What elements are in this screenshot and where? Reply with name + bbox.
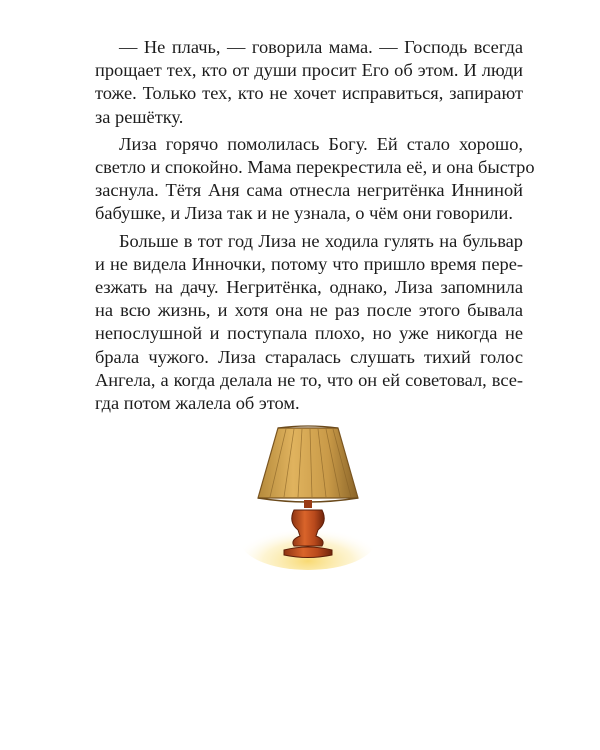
- paragraph-2: [95, 133, 535, 226]
- text-line: брала чужого. Лиза старалась слушать тихий голос: [95, 346, 523, 367]
- text-line: гда потом жалела об этом.: [95, 393, 300, 414]
- text-line: непослушной и поступала плохо, но уже никогда не: [95, 323, 523, 344]
- text-line: бабушке, и Лиза так и не узнала, о чём они говорили.: [95, 203, 513, 224]
- text-line: езжать на дачу. Негритёнка, однако, Лиза запомнила: [95, 277, 523, 298]
- text-line: светло и спокойно. Мама перекрестила её, и она быстро: [95, 157, 535, 178]
- text-line: на всю жизнь, и хотя она не раз после этого бывала: [95, 300, 523, 321]
- text-line: Ангела, а когда делала не то, что он ей советовал, все-: [95, 369, 523, 390]
- text-line: заснула. Тётя Аня сама отнесла негритёнка Инниной: [95, 180, 523, 201]
- text-line: Лиза горячо помолилась Богу. Ей стало хорошо,: [119, 133, 523, 154]
- text-line: и не видела Инночки, потому что пришло время пере-: [95, 253, 523, 274]
- table-lamp-icon: [238, 420, 378, 570]
- text-line: — Не плачь, — говорила мама. — Господь всегда: [119, 37, 523, 57]
- paragraph-3: [95, 230, 523, 416]
- text-line: Больше в тот год Лиза не ходила гулять на бульвар: [119, 230, 523, 251]
- text-line: прощает тех, кто от души просит Его об этом. И люди: [95, 60, 523, 81]
- text-line: тоже. Только тех, кто не хочет исправиться, запирают: [95, 83, 523, 104]
- story-text: [95, 36, 535, 419]
- paragraph-1: [95, 36, 523, 129]
- text-line: за решётку.: [95, 106, 184, 127]
